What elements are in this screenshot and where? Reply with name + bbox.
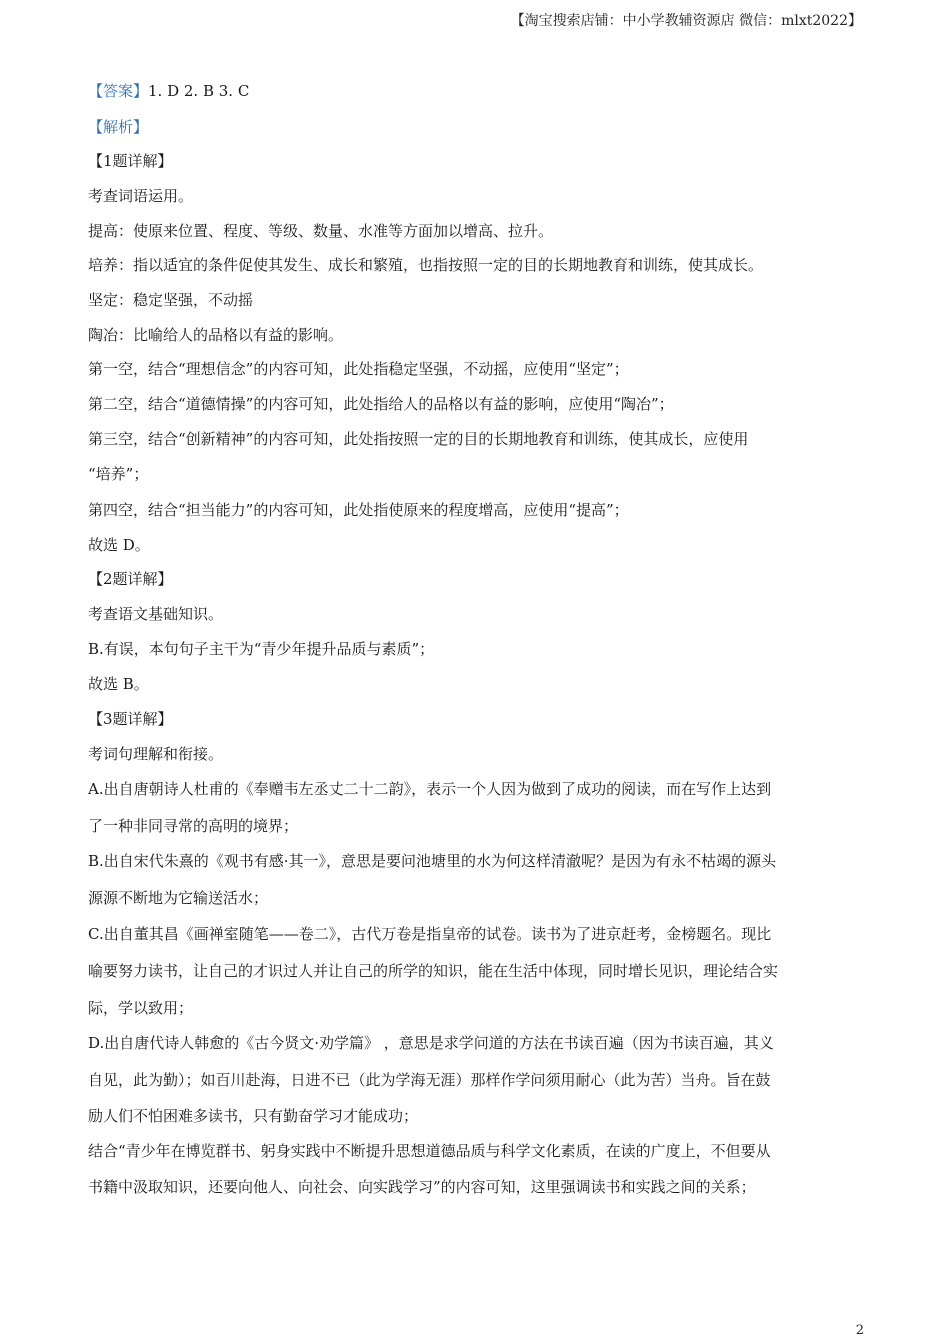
text-line: 第一空，结合“理想信念”的内容可知，此处指稳定坚强，不动摇，应使用“坚定”；: [88, 360, 629, 378]
text-line: 第二空，结合“道德情操”的内容可知，此处指给人的品格以有益的影响，应使用“陶冶”；: [88, 395, 674, 413]
text-line: 第四空，结合“担当能力”的内容可知，此处指使原来的程度增高，应使用“提高”；: [88, 501, 629, 519]
text-line: 了一种非同寻常的高明的境界；: [88, 817, 299, 835]
text-line: 提高：使原来位置、程度、等级、数量、水准等方面加以增高、拉升。: [88, 222, 554, 240]
text-line: 第三空，结合“创新精神”的内容可知，此处指按照一定的目的长期地教育和训练，使其成长，应使用: [88, 430, 749, 448]
text-line: A.出自唐朝诗人杜甫的《奉赠韦左丞丈二十二韵》，表示一个人因为做到了成功的阅读，而在写作上达到: [88, 780, 772, 798]
text-line: C.出自董其昌《画禅室随笔——卷二》，古代万卷是指皇帝的试卷。读书为了进京赶考，金榜题名。现比: [88, 925, 772, 943]
text-line: 培养：指以适宜的条件促使其发生、成长和繁殖，也指按照一定的目的长期地教育和训练，使其成长。: [88, 256, 764, 274]
text-line: 自见，此为勤）；如百川赴海，日进不已（此为学海无涯）那样作学问须用耐心（此为苦）当舟。旨在鼓: [88, 1071, 771, 1089]
page-header: 【淘宝搜索店铺：中小学教辅资源店 微信：mlxt2022】: [510, 13, 862, 29]
answer-text: 1. D 2. B 3. C: [148, 82, 250, 100]
answer-tag: 【答案】: [88, 82, 149, 100]
text-line: 书籍中汲取知识，还要向他人、向社会、向实践学习”的内容可知，这里强调读书和实践之间的关系；: [88, 1178, 756, 1196]
text-line: 考词句理解和衔接。: [88, 745, 224, 763]
text-line: 源源不断地为它输送活水；: [88, 889, 269, 907]
text-line: 考查词语运用。: [88, 187, 194, 205]
analysis-tag: 【解析】: [88, 118, 149, 136]
text-line: 故选 D。: [88, 536, 150, 554]
text-line: 陶冶：比喻给人的品格以有益的影响。: [88, 326, 344, 344]
text-line: 际，学以致用；: [88, 999, 194, 1017]
text-line: 结合“青少年在博览群书、躬身实践中不断提升思想道德品质与科学文化素质，在读的广度上，不但要从: [88, 1142, 771, 1160]
text-line: 考查语文基础知识。: [88, 605, 224, 623]
text-line: 【2题详解】: [88, 570, 173, 588]
page-number: 2: [855, 1323, 864, 1338]
text-line: B.有误，本句句子主干为“青少年提升品质与素质”；: [88, 640, 435, 658]
text-line: D.出自唐代诗人韩愈的《古今贤文·劝学篇》 ，意思是求学问道的方法在书读百遍（因为书读百遍，其义: [88, 1034, 774, 1052]
text-line: 【3题详解】: [88, 710, 173, 728]
text-line: 励人们不怕困难多读书，只有勤奋学习才能成功；: [88, 1107, 419, 1125]
text-line: 【1题详解】: [88, 152, 173, 170]
text-line: 喻要努力读书，让自己的才识过人并让自己的所学的知识，能在生活中体现，同时增长见识，理论结合实: [88, 962, 779, 980]
text-line: 故选 B。: [88, 675, 149, 693]
text-line: “培养”；: [88, 465, 149, 483]
text-line: 坚定：稳定坚强，不动摇: [88, 291, 254, 309]
text-line: B.出自宋代朱熹的《观书有感·其一》，意思是要问池塘里的水为何这样清澈呢？是因为有永不枯竭的源头: [88, 852, 777, 870]
answer-line: [88, 80, 249, 101]
